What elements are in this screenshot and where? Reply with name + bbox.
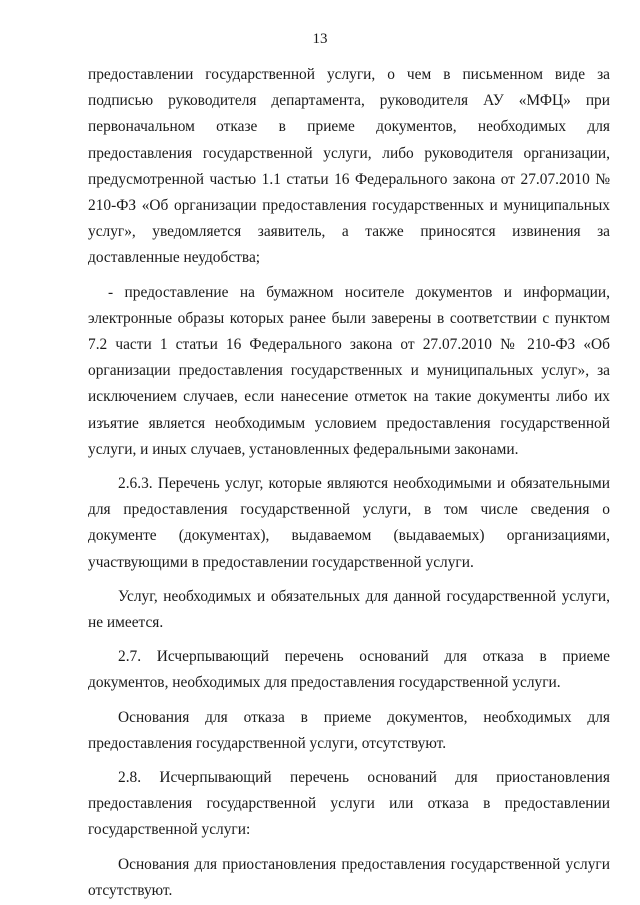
paragraph-2-6-3: 2.6.3. Перечень услуг, которые являются необходимыми и обязательными для предоставления государственной услуги, в том числе сведения о документе (документах), выдаваемом (выдаваемых) организациями, участвующими в предоставлении государственной услуги. bbox=[88, 475, 610, 571]
document-body bbox=[88, 62, 610, 904]
paragraph-2-8: 2.8. Исчерпывающий перечень оснований для приостановления предоставления государственной услуги или отказа в предоставлении государственной услуги: bbox=[88, 769, 610, 839]
page-number: 13 bbox=[312, 31, 328, 47]
paragraph-no-refusal-grounds: Основания для отказа в приеме документов, необходимых для предоставления государственной услуги, отсутствуют. bbox=[88, 708, 610, 752]
paragraph-refusal-apology: предоставлении государственной услуги, о чем в письменном виде за подписью руководителя департамента, руководителя АУ «МФЦ» при первоначальном отказе в приеме документов, необходимых для предоставления государственной услуги, либо руководителя организации, предусмотренной частью 1.1 статьи 16 Федерального закона от 27.07.2010 № 210-ФЗ «Об организации предоставления государственных и муниципальных услуг», уведомляется заявитель, а также приносятся извинения за доставленные неудобства; bbox=[88, 66, 610, 267]
paragraph-paper-documents: - предоставление на бумажном носителе документов и информации, электронные образы которых ранее были заверены в соответствии с пунктом 7.2 части 1 статьи 16 Федерального закона от 27.07.2010 № 210-ФЗ «Об организации предоставления государственных и муниципальных услуг», за исключением случаев, если нанесение отметок на такие документы либо их изъятие является необходимым условием предоставления государственной услуги, и иных случаев, установленных федеральными законами. bbox=[88, 283, 610, 458]
paragraph-2-7: 2.7. Исчерпывающий перечень оснований для отказа в приеме документов, необходимых для предоставления государственной услуги. bbox=[88, 648, 610, 692]
paragraph-no-services: Услуг, необходимых и обязательных для данной государственной услуги, не имеется. bbox=[88, 587, 610, 632]
paragraph-no-suspension-grounds: Основания для приостановления предоставления государственной услуги отсутствуют. bbox=[88, 855, 610, 899]
